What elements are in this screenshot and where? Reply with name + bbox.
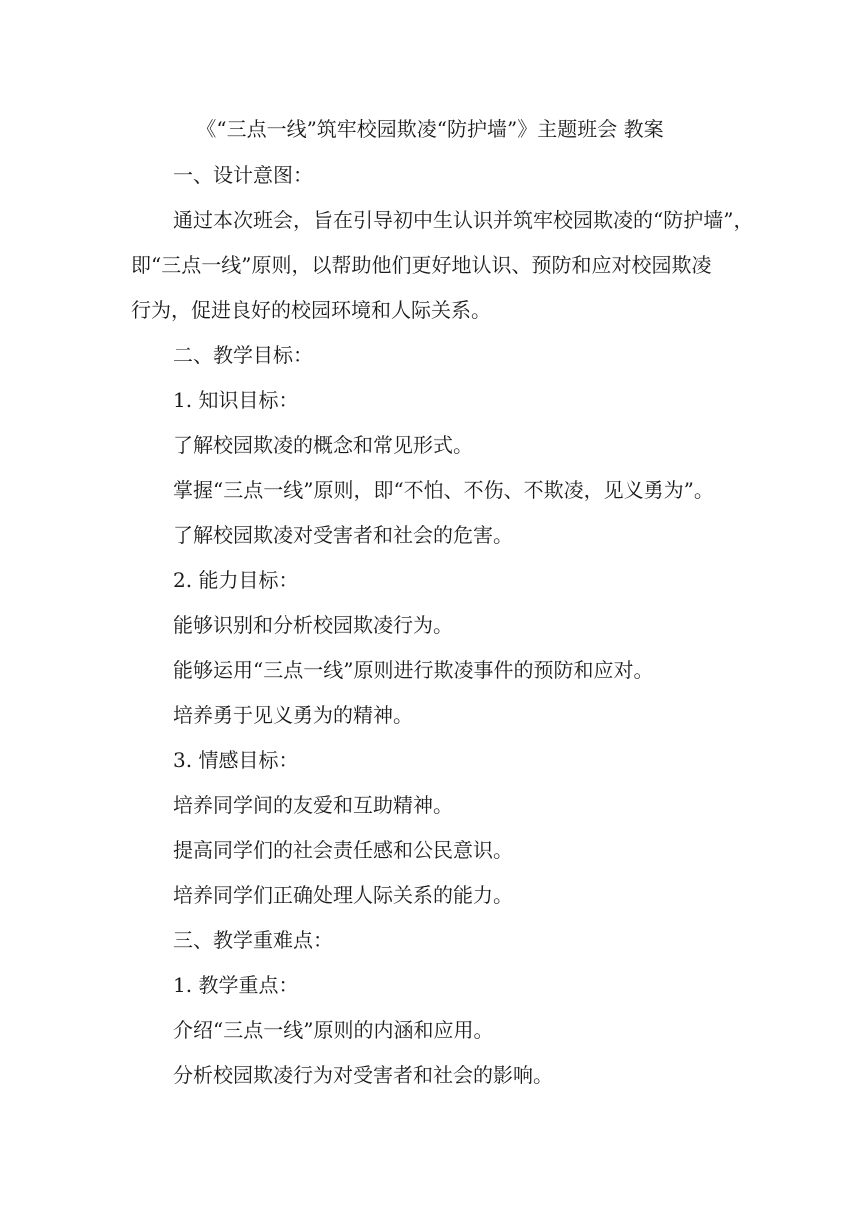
emotion-goals-heading: 3. 情感目标： xyxy=(173,748,299,772)
knowledge-goals-heading: 1. 知识目标： xyxy=(173,388,299,412)
ability-goal-item: 能够识别和分析校园欺凌行为。 xyxy=(173,613,453,637)
section1-paragraph-line-3: 行为，促进良好的校园环境和人际关系。 xyxy=(131,298,491,322)
document-title: 《“三点一线”筑牢校园欺凌“防护墙”》主题班会 教案 xyxy=(196,117,664,141)
emotion-goal-item: 培养同学们正确处理人际关系的能力。 xyxy=(173,883,513,907)
ability-goals-heading: 2. 能力目标： xyxy=(173,568,299,592)
section1-paragraph-line-2: 即“三点一线”原则，以帮助他们更好地认识、预防和应对校园欺凌 xyxy=(131,253,712,277)
section1-heading: 一、设计意图： xyxy=(173,163,313,187)
key-point-item: 介绍“三点一线”原则的内涵和应用。 xyxy=(173,1018,494,1042)
key-points-heading: 1. 教学重点： xyxy=(173,973,299,997)
section1-paragraph-line-1: 通过本次班会，旨在引导初中生认识并筑牢校园欺凌的“防护墙”， xyxy=(173,208,754,232)
knowledge-goal-item: 了解校园欺凌的概念和常见形式。 xyxy=(173,433,473,457)
section2-heading: 二、教学目标： xyxy=(173,343,313,367)
knowledge-goal-item: 掌握“三点一线”原则，即“不怕、不伤、不欺凌，见义勇为”。 xyxy=(173,478,714,502)
emotion-goal-item: 提高同学们的社会责任感和公民意识。 xyxy=(173,838,513,862)
key-point-item: 分析校园欺凌行为对受害者和社会的影响。 xyxy=(173,1063,553,1087)
ability-goal-item: 能够运用“三点一线”原则进行欺凌事件的预防和应对。 xyxy=(173,658,654,682)
ability-goal-item: 培养勇于见义勇为的精神。 xyxy=(173,703,413,727)
knowledge-goal-item: 了解校园欺凌对受害者和社会的危害。 xyxy=(173,523,513,547)
emotion-goal-item: 培养同学间的友爱和互助精神。 xyxy=(173,793,453,817)
section3-heading: 三、教学重难点： xyxy=(173,928,333,952)
